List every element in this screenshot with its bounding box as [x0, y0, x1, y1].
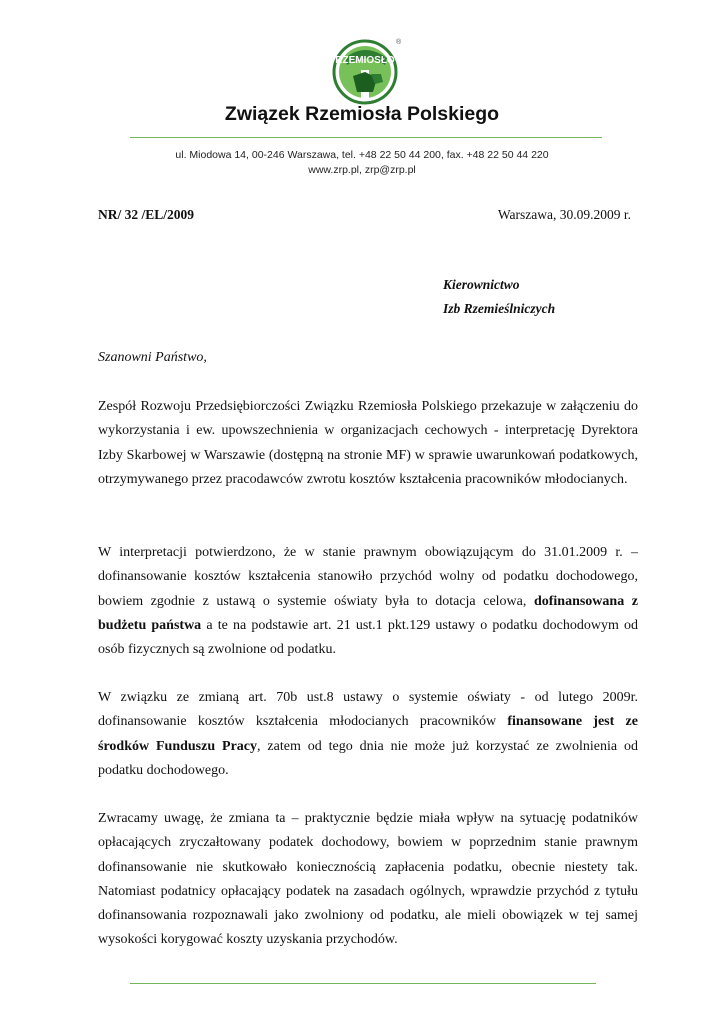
paragraph-1: Zespół Rozwoju Przedsiębiorczości Związku Rzemiosła Polskiego przekazuje w załączeniu do wykorzystania i ew. upowszechnienia w organizacjach cechowych - interpretację Dyrektora Izby Skarbowej w Warszawie (dostępną na stronie MF) w sprawie uwarunkowań podatkowych, otrzymywanego przez pracodawców zwrotu kosztów kształcenia pracowników młodocianych. — [98, 399, 638, 487]
header-divider — [130, 137, 602, 138]
recipient-line-1: Kierownictwo — [443, 277, 520, 292]
paragraph-3-text-c: , zatem od tego dnia nie może już korzystać ze zwolnienia od podatku dochodowego. — [98, 738, 638, 778]
contact-address: ul. Miodowa 14, 00-246 Warszawa, tel. +48 22 50 44 200, fax. +48 22 50 44 220 — [175, 149, 549, 161]
reference-number: NR/ 32 /EL/2009 — [98, 207, 195, 222]
paragraph-2 — [98, 541, 638, 662]
paragraph-3-bold: finansowane jest ze środków Funduszu Pracy — [98, 714, 638, 754]
rzemioslo-logo — [331, 32, 403, 112]
salutation: Szanowni Państwo, — [98, 350, 207, 365]
paragraph-3-text-a: W związku ze zmianą art. 70b ust.8 ustawy o systemie oświaty - od lutego 2009r. dofinansowanie kosztów kształcenia młodocianych pracowników — [98, 690, 638, 730]
recipient-line-2: Izb Rzemieślniczych — [443, 301, 556, 316]
paragraph-3 — [98, 686, 638, 783]
rzemioslo-logo-icon — [331, 32, 403, 112]
footer-divider — [130, 983, 596, 984]
paragraph-2-text-c: a te na podstawie art. 21 ust.1 pkt.129 ustawy o podatku dochodowym od osób fizycznych są zwolnione od podatku. — [98, 617, 638, 658]
paragraph-2-text-a: W interpretacji potwierdzono, że w stanie prawnym obowiązującym do 31.01.2009 r. – dofinansowanie kosztów kształcenia stanowiło przychód wolny od podatku dochodowego, bowiem zgodnie z ustawą o systemie oświaty była to dotacja celowa, — [98, 545, 638, 609]
organization-name: Związek Rzemiosła Polskiego — [224, 103, 500, 125]
paragraph-2-bold: dofinansowana z budżetu państwa — [98, 593, 638, 633]
place-and-date: Warszawa, 30.09.2009 r. — [497, 207, 631, 222]
paragraph-4: Zwracamy uwagę, że zmiana ta – praktycznie będzie miała wpływ na sytuację podatników opłacających zryczałtowany podatek dochodowy, bowiem w poprzednim stanie prawnym dofinansowanie nie skutkowało koniecznością zapłacenia podatku, obecnie niestety tak. Natomiast podatnicy opłacający podatek na zasadach ogólnych, wprawdzie przychód z tytułu dofinansowania rozpoznawali jako zwolniony od podatku, ale mieli obowiązek w tej samej wysokości korygować koszty uzyskania przychodów. — [98, 811, 638, 948]
contact-web-email: www.zrp.pl, zrp@zrp.pl — [308, 164, 416, 176]
logo-text: RZEMIOSŁO — [335, 55, 395, 66]
logo-registered-mark: ® — [396, 39, 402, 46]
